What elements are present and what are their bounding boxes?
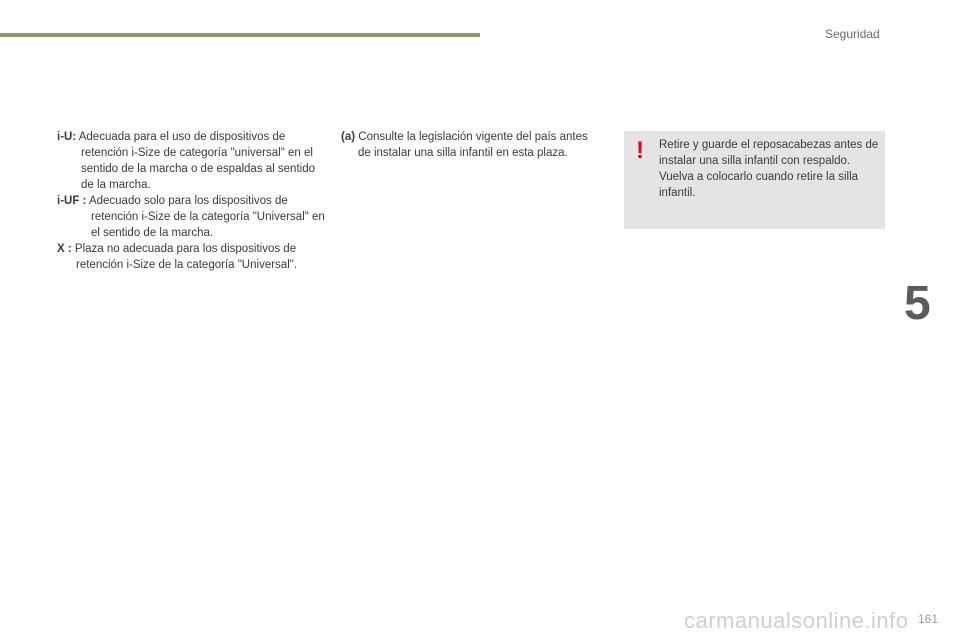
legend-text-iuf: Adecuado solo para los dispositivos de retención i-Size de la categoría "Universal" en el sentido de la marcha. — [86, 195, 325, 239]
legend-entry-iu — [57, 129, 327, 193]
note-term: (a) — [341, 131, 356, 143]
note-entry-a — [341, 129, 591, 161]
legend-text-x: Plaza no adecuada para los dispositivos de retención i-Size de la categoría "Universal". — [71, 243, 298, 271]
watermark: carmanualsonline.info — [684, 608, 909, 633]
legend-column — [57, 129, 327, 273]
section-title: Seguridad — [825, 27, 880, 41]
exclamation-icon: ! — [636, 137, 644, 164]
note-column — [341, 129, 591, 161]
warning-line-2: Vuelva a colocarlo cuando retire la silla infantil. — [659, 171, 859, 199]
legend-text-iu: Adecuada para el uso de dispositivos de retención i-Size de categoría "universal" en el sentido de la marcha o de espaldas al sentido de la marcha. — [76, 131, 315, 191]
legend-entry-iuf — [57, 193, 327, 241]
header-accent-bar — [0, 33, 480, 37]
warning-text — [659, 137, 881, 201]
warning-line-1: Retire y guarde el reposacabezas antes de instalar una silla infantil con respaldo. — [659, 139, 879, 167]
legend-term-x: X : — [57, 243, 72, 255]
page-number: 161 — [918, 612, 939, 626]
legend-entry-x — [57, 241, 327, 273]
legend-term-iuf: i-UF : — [57, 195, 87, 207]
chapter-number: 5 — [904, 277, 931, 330]
legend-term-iu: i-U: — [57, 131, 77, 143]
warning-box — [624, 131, 885, 229]
note-text: Consulte la legislación vigente del país antes de instalar una silla infantil en esta plaza. — [355, 131, 588, 159]
